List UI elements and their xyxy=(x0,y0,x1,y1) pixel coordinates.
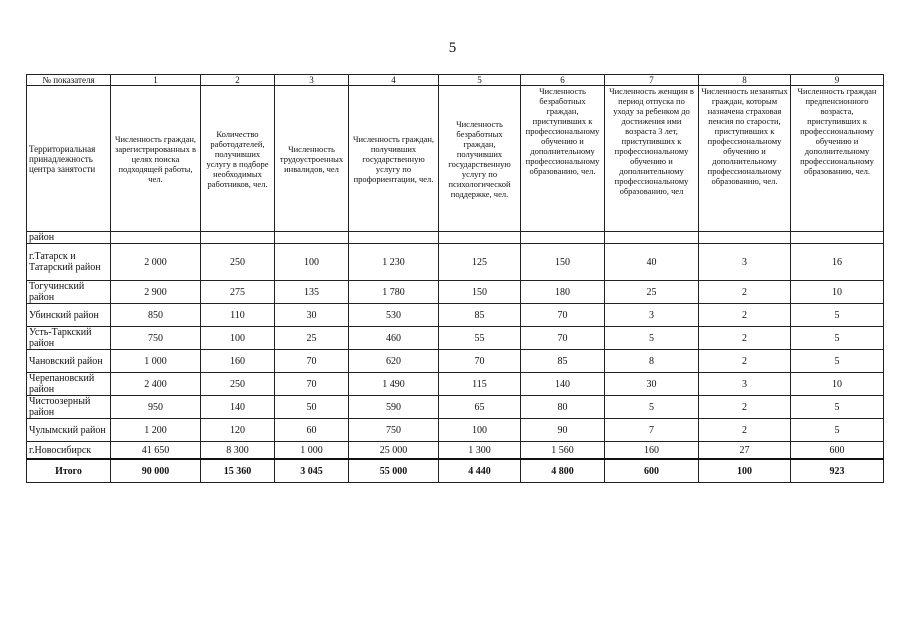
table-cell: 750 xyxy=(349,419,439,442)
row-name: район xyxy=(27,232,111,244)
row-name: г.Новосибирск xyxy=(27,442,111,460)
table-cell: 25 xyxy=(275,327,349,350)
table-cell: 16 xyxy=(791,244,884,281)
table-cell xyxy=(111,232,201,244)
column-header: Территориальная принадлежность центра занятости xyxy=(27,86,111,232)
table-cell: 8 xyxy=(605,350,699,373)
total-cell: 4 440 xyxy=(439,459,521,483)
table-cell: 120 xyxy=(201,419,275,442)
table-cell: 100 xyxy=(439,419,521,442)
table-cell: 70 xyxy=(521,304,605,327)
table-cell: 7 xyxy=(605,419,699,442)
table-cell: 125 xyxy=(439,244,521,281)
table-cell: 275 xyxy=(201,281,275,304)
total-cell: 55 000 xyxy=(349,459,439,483)
header-row xyxy=(27,86,884,232)
column-header: Численность трудоустроенных инвалидов, чел xyxy=(275,86,349,232)
table-cell xyxy=(791,232,884,244)
table-cell: 460 xyxy=(349,327,439,350)
table-cell: 8 300 xyxy=(201,442,275,460)
indicator-number-cell: 2 xyxy=(201,75,275,86)
table-cell: 70 xyxy=(439,350,521,373)
table-cell: 100 xyxy=(201,327,275,350)
column-header: Количество работодателей, получивших услугу в подборе необходимых работников, чел. xyxy=(201,86,275,232)
table-row xyxy=(27,327,884,350)
column-header: Численность граждан, получивших государственную услугу по профориентации, чел. xyxy=(349,86,439,232)
row-name: Усть-Таркский район xyxy=(27,327,111,350)
total-label: Итого xyxy=(27,459,111,483)
total-cell: 15 360 xyxy=(201,459,275,483)
table-row xyxy=(27,350,884,373)
row-name: Чистоозерный район xyxy=(27,396,111,419)
table-cell: 30 xyxy=(605,373,699,396)
indicator-number-cell: 9 xyxy=(791,75,884,86)
indicator-number-row xyxy=(27,75,884,86)
table-cell: 10 xyxy=(791,281,884,304)
table-cell: 85 xyxy=(439,304,521,327)
table-cell: 600 xyxy=(791,442,884,460)
total-cell: 4 800 xyxy=(521,459,605,483)
table-cell: 70 xyxy=(521,327,605,350)
table-cell: 2 xyxy=(699,350,791,373)
indicators-table xyxy=(26,74,884,483)
column-header: Численность незанятых граждан, которым назначена страховая пенсия по старости, приступивших к профессиональному обучению и дополнительному профессиональному образованию, чел. xyxy=(699,86,791,232)
column-header: Численность безработных граждан, приступивших к профессиональному обучению и дополнительному профессиональному образованию, чел. xyxy=(521,86,605,232)
table-cell: 2 xyxy=(699,281,791,304)
row-name: Убинский район xyxy=(27,304,111,327)
table-cell xyxy=(349,232,439,244)
table-cell: 150 xyxy=(521,244,605,281)
table-cell xyxy=(605,232,699,244)
total-row xyxy=(27,459,884,483)
table-cell: 1 000 xyxy=(275,442,349,460)
table-cell: 5 xyxy=(605,327,699,350)
table-cell: 25 xyxy=(605,281,699,304)
table-cell xyxy=(201,232,275,244)
table-cell: 1 200 xyxy=(111,419,201,442)
table-cell: 950 xyxy=(111,396,201,419)
row-name: Чановский район xyxy=(27,350,111,373)
table-row xyxy=(27,396,884,419)
table-row xyxy=(27,373,884,396)
table-cell: 85 xyxy=(521,350,605,373)
table-cell: 5 xyxy=(791,304,884,327)
table-row xyxy=(27,232,884,244)
table-cell: 140 xyxy=(521,373,605,396)
row-name: Чулымский район xyxy=(27,419,111,442)
table-cell: 530 xyxy=(349,304,439,327)
table-cell: 50 xyxy=(275,396,349,419)
table-cell: 25 000 xyxy=(349,442,439,460)
table-row xyxy=(27,442,884,460)
table-cell: 2 xyxy=(699,419,791,442)
table-cell: 70 xyxy=(275,373,349,396)
table-cell: 2 xyxy=(699,327,791,350)
table-cell: 70 xyxy=(275,350,349,373)
indicator-number-cell: 1 xyxy=(111,75,201,86)
table-cell: 3 xyxy=(699,373,791,396)
table-row xyxy=(27,281,884,304)
table-row xyxy=(27,419,884,442)
table-cell: 1 230 xyxy=(349,244,439,281)
indicator-number-cell: 7 xyxy=(605,75,699,86)
table-cell xyxy=(521,232,605,244)
table-cell: 80 xyxy=(521,396,605,419)
page-number: 5 xyxy=(448,40,457,56)
table-cell: 100 xyxy=(275,244,349,281)
row-name: г.Татарск и Татарский район xyxy=(27,244,111,281)
table-cell: 3 xyxy=(699,244,791,281)
table-cell: 5 xyxy=(791,419,884,442)
table-cell: 135 xyxy=(275,281,349,304)
table-cell: 1 560 xyxy=(521,442,605,460)
table-cell: 2 xyxy=(699,396,791,419)
table-row xyxy=(27,304,884,327)
table-cell: 40 xyxy=(605,244,699,281)
table-cell: 1 300 xyxy=(439,442,521,460)
total-cell: 600 xyxy=(605,459,699,483)
table-cell: 620 xyxy=(349,350,439,373)
table-cell: 115 xyxy=(439,373,521,396)
indicator-number-cell: 8 xyxy=(699,75,791,86)
table-cell: 41 650 xyxy=(111,442,201,460)
table-cell: 160 xyxy=(201,350,275,373)
table-cell: 850 xyxy=(111,304,201,327)
table-cell: 5 xyxy=(791,396,884,419)
column-header: Численность граждан, зарегистрированных в целях поиска подходящей работы, чел. xyxy=(111,86,201,232)
table-cell: 250 xyxy=(201,373,275,396)
table-cell xyxy=(439,232,521,244)
table-row xyxy=(27,244,884,281)
table-cell: 27 xyxy=(699,442,791,460)
column-header: Численность безработных граждан, получивших государственную услугу по психологической поддержке, чел. xyxy=(439,86,521,232)
table-cell: 2 000 xyxy=(111,244,201,281)
table-cell: 110 xyxy=(201,304,275,327)
total-cell: 100 xyxy=(699,459,791,483)
table-cell: 30 xyxy=(275,304,349,327)
row-name: Тогучинский район xyxy=(27,281,111,304)
total-cell: 923 xyxy=(791,459,884,483)
table-cell: 5 xyxy=(791,350,884,373)
table-cell xyxy=(699,232,791,244)
table-cell: 90 xyxy=(521,419,605,442)
table-cell: 5 xyxy=(791,327,884,350)
table-cell: 2 900 xyxy=(111,281,201,304)
indicator-number-cell: 4 xyxy=(349,75,439,86)
table-cell: 180 xyxy=(521,281,605,304)
column-header: Численность граждан предпенсионного возраста, приступивших к профессиональному обучению и дополнительному профессиональному образованию, чел. xyxy=(791,86,884,232)
indicator-number-label: № показателя xyxy=(27,75,111,86)
total-cell: 3 045 xyxy=(275,459,349,483)
table-cell: 750 xyxy=(111,327,201,350)
table-cell: 590 xyxy=(349,396,439,419)
row-name: Черепановский район xyxy=(27,373,111,396)
table-cell xyxy=(275,232,349,244)
table-cell: 160 xyxy=(605,442,699,460)
total-cell: 90 000 xyxy=(111,459,201,483)
table-cell: 150 xyxy=(439,281,521,304)
indicator-number-cell: 5 xyxy=(439,75,521,86)
table-cell: 1 780 xyxy=(349,281,439,304)
indicator-number-cell: 6 xyxy=(521,75,605,86)
column-header: Численность женщин в период отпуска по уходу за ребенком до достижения ими возраста 3 лет, приступивших к профессиональному обучению и дополнительному профессиональному образованию, чел xyxy=(605,86,699,232)
table-cell: 1 490 xyxy=(349,373,439,396)
table-cell: 5 xyxy=(605,396,699,419)
table-cell: 10 xyxy=(791,373,884,396)
table-cell: 60 xyxy=(275,419,349,442)
table-cell: 2 xyxy=(699,304,791,327)
table-cell: 1 000 xyxy=(111,350,201,373)
table-cell: 2 400 xyxy=(111,373,201,396)
table-cell: 250 xyxy=(201,244,275,281)
table-cell: 65 xyxy=(439,396,521,419)
indicator-number-cell: 3 xyxy=(275,75,349,86)
table-cell: 3 xyxy=(605,304,699,327)
table-cell: 140 xyxy=(201,396,275,419)
table-cell: 55 xyxy=(439,327,521,350)
